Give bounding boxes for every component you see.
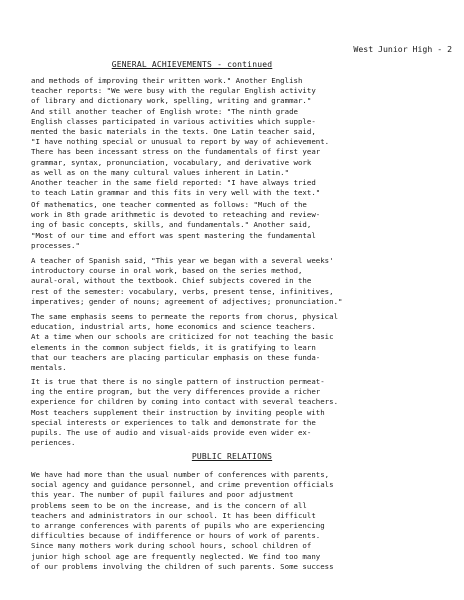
text-line: to arrange conferences with parents of pupils who are experiencing [31, 521, 325, 531]
text-line: Another teacher in the same field reported: "I have always tried [31, 178, 316, 188]
text-line: social agency and guidance personnel, and crime prevention officials [31, 480, 334, 490]
text-line: processes." [31, 240, 80, 250]
section-title-general-achievements: GENERAL ACHIEVEMENTS - continued [111, 60, 273, 69]
text-line: education, industrial arts, home economics and science teachers. [31, 322, 316, 332]
paragraph-instruction-pattern [31, 377, 450, 448]
text-line: special interests or experiences to talk and demonstrate for the [31, 417, 316, 427]
text-line: Most teachers supplement their instruction by inviting people with [31, 407, 325, 417]
text-line: junior high school age are frequently neglected. We find too many [31, 551, 321, 561]
text-line: And still another teacher of English wrote: "The ninth grade [31, 106, 298, 116]
text-line: work in 8th grade arithmetic is devoted to reteaching and review- [31, 210, 321, 220]
section-title-public-relations: PUBLIC RELATIONS [191, 452, 273, 461]
text-line: English classes participated in various activities which supple- [31, 116, 316, 126]
text-line: There has been incessant stress on the fundamentals of first year [31, 147, 321, 157]
page-label: West Junior High - 2 [353, 44, 452, 54]
text-line: this year. The number of pupil failures and poor adjustment [31, 490, 294, 500]
text-line: elements in the common subject fields, it is gratifying to learn [31, 342, 316, 352]
paragraph-mathematics [31, 200, 450, 251]
text-line: A teacher of Spanish said, "This year we began with a several weeks' [31, 256, 334, 265]
text-line: The same emphasis seems to permeate the reports from chorus, physical [31, 312, 339, 321]
text-line: of library and dictionary work, spelling, writing and grammar." [31, 96, 312, 106]
text-line: "Most of our time and effort was spent mastering the fundamental [31, 230, 316, 240]
text-line: imperatives; gender of nouns; agreement of adjectives; pronunciation." [31, 296, 343, 306]
text-line: to teach Latin grammar and this fits in very well with the text." [31, 188, 321, 198]
paragraph-spanish [31, 256, 450, 307]
text-line: grammar, syntax, pronunciation, vocabulary, and derivative work [31, 157, 312, 167]
text-line: of our problems involving the children of such parents. Some success [31, 561, 334, 571]
text-line: and methods of improving their written work." Another English [31, 76, 303, 85]
text-line: introductory course in oral work, based on the series method, [31, 266, 303, 276]
paragraph-english-latin [31, 76, 450, 198]
text-line: aural-oral, without the textbook. Chief subjects covered in the [31, 276, 312, 286]
text-line: mentals. [31, 363, 67, 373]
text-line: "I have nothing special or unusual to report by way of achievement. [31, 137, 330, 147]
text-line: ing of basic concepts, skills, and fundamentals." Another said, [31, 220, 312, 230]
text-line: ing the entire program, but the very differences provide a richer [31, 387, 321, 397]
paragraph-emphasis [31, 312, 450, 373]
page-header [0, 44, 464, 58]
text-line: as well as on the many cultural values inherent in Latin." [31, 167, 290, 177]
text-line: Of mathematics, one teacher commented as follows: "Much of the [31, 200, 307, 209]
text-line: rest of the semester: vocabulary, verbs, present tense, infinitives, [31, 286, 334, 296]
text-line: teachers and administrators in our school. It has been difficult [31, 510, 316, 520]
text-line: experience for children by coming into contact with several teachers. [31, 397, 339, 407]
text-line: periences. [31, 438, 76, 448]
text-line: difficulties because of indifference or hours of work of parents. [31, 531, 321, 541]
text-line: At a time when our schools are criticized for not teaching the basic [31, 332, 334, 342]
text-line: teacher reports: "We were busy with the regular English activity [31, 86, 316, 96]
text-line: It is true that there is no single pattern of instruction permeat- [31, 377, 325, 386]
text-line: problems seem to be on the increase, and is the concern of all [31, 500, 307, 510]
text-line: We have had more than the usual number of conferences with parents, [31, 470, 330, 479]
paragraph-public-relations [31, 470, 450, 572]
text-line: mented the basic materials in the texts. One Latin teacher said, [31, 127, 316, 137]
text-line: Since many mothers work during school hours, school children of [31, 541, 312, 551]
text-line: that our teachers are placing particular emphasis on these funda- [31, 352, 321, 362]
text-line: pupils. The use of audio and visual-aids provide even wider ex- [31, 428, 312, 438]
